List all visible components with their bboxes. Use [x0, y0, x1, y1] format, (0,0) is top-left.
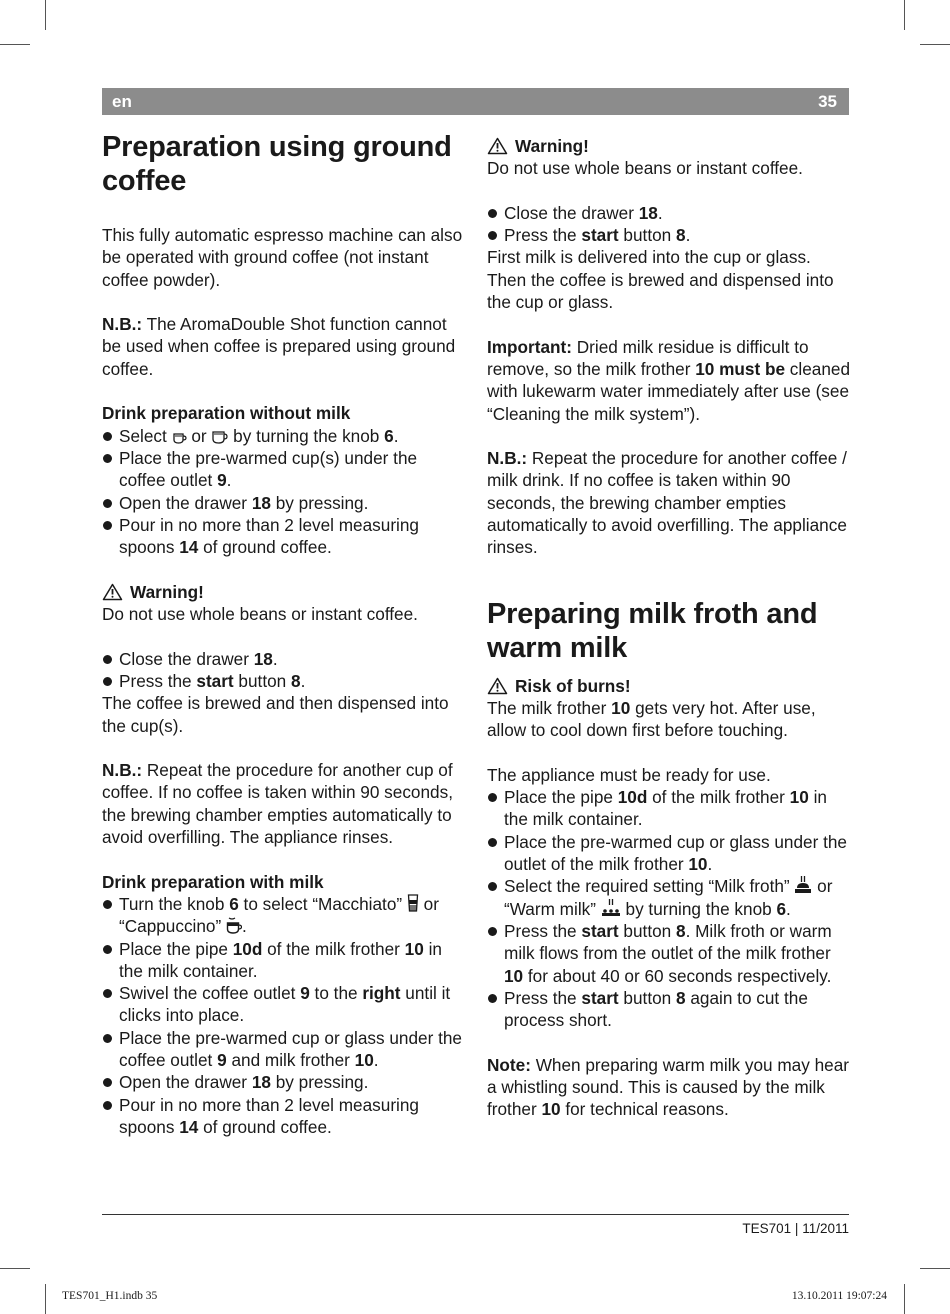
- list-item: Press the start button 8. Milk froth or warm milk flows from the outlet of the milk frother 10 for about 40 or 60 seconds respectively.: [487, 920, 851, 987]
- list-item: Place the pre-warmed cup(s) under the coffee outlet 9.: [102, 447, 464, 492]
- steps-without-milk: [102, 425, 464, 559]
- section-title-ground-coffee: Preparation using ground coffee: [102, 131, 452, 197]
- small-cup-icon: [172, 431, 187, 445]
- list-item: Close the drawer 18.: [487, 202, 851, 224]
- cappuccino-cup-icon: [226, 917, 242, 935]
- milk-first-text: First milk is delivered into the cup or glass. Then the coffee is brewed and dispensed into the cup or glass.: [487, 247, 834, 313]
- intro-paragraph: This fully automatic espresso machine can also be operated with ground coffee (not instant coffee powder).: [102, 225, 463, 290]
- language-label: en: [112, 92, 132, 111]
- crop-mark: [45, 1284, 46, 1314]
- list-item: Select or by turning the knob 6.: [102, 425, 464, 447]
- crop-mark: [0, 1268, 30, 1269]
- list-item: Pour in no more than 2 level measuring spoons 14 of ground coffee.: [102, 514, 464, 559]
- warning-triangle-icon: [102, 583, 123, 601]
- footer-rule: [102, 1214, 849, 1215]
- risk-heading: Risk of burns!: [487, 675, 851, 697]
- important-paragraph: Important: Dried milk residue is difficult to remove, so the milk frother 10 must be cleaned with lukewarm water immediately after use (see “Cleaning the milk system”).: [487, 336, 851, 424]
- crop-mark: [920, 1268, 950, 1269]
- nb-paragraph: N.B.: Repeat the procedure for another coffee / milk drink. If no coffee is taken within 90 seconds, the brewing chamber empties automatically to avoid overfilling. The appliance rinses.: [487, 448, 847, 558]
- ready-text: The appliance must be ready for use.: [487, 764, 771, 785]
- list-item: Pour in no more than 2 level measuring spoons 14 of ground coffee.: [102, 1094, 464, 1139]
- milk-froth-icon: [794, 875, 812, 895]
- list-item: Open the drawer 18 by pressing.: [102, 492, 464, 514]
- nb-paragraph: N.B.: Repeat the procedure for another cup of coffee. If no coffee is taken within 90 seconds, the brewing chamber empties automatically to avoid overfilling. The appliance rinses.: [102, 760, 453, 848]
- list-item: Press the start button 8 again to cut the process short.: [487, 987, 851, 1032]
- list-item: Place the pre-warmed cup or glass under the outlet of the milk frother 10.: [487, 831, 851, 876]
- warning-text: Do not use whole beans or instant coffee.: [102, 604, 418, 625]
- brewed-text: The coffee is brewed and then dispensed into the cup(s).: [102, 693, 449, 736]
- subheading-without-milk: Drink preparation without milk: [102, 403, 351, 424]
- crop-mark: [920, 44, 950, 45]
- list-item: Turn the knob 6 to select “Macchiato” or “Cappuccino” .: [102, 893, 464, 938]
- steps-with-milk: [102, 893, 464, 1138]
- right-column: [487, 128, 851, 1121]
- left-column: [102, 128, 464, 1138]
- crop-mark: [904, 0, 905, 30]
- list-item: Open the drawer 18 by pressing.: [102, 1071, 464, 1093]
- section-title-milk-froth: Preparing milk froth and warm milk: [487, 597, 818, 664]
- warning-triangle-icon: [487, 677, 508, 695]
- list-item: Select the required setting “Milk froth” or “Warm milk” by turning the knob 6.: [487, 875, 851, 920]
- crop-mark: [0, 44, 30, 45]
- large-cup-icon: [211, 430, 228, 445]
- list-item: Place the pre-warmed cup or glass under the coffee outlet 9 and milk frother 10.: [102, 1027, 464, 1072]
- list-item: Swivel the coffee outlet 9 to the right until it clicks into place.: [102, 982, 464, 1027]
- footer-model-ref: TES701 | 11/2011: [742, 1221, 849, 1236]
- warm-milk-icon: [601, 898, 621, 918]
- print-slug-date: 13.10.2011 19:07:24: [791, 1290, 887, 1302]
- crop-mark: [904, 1284, 905, 1314]
- list-item: Press the start button 8.: [102, 670, 464, 692]
- crop-mark: [45, 0, 46, 30]
- risk-text: The milk frother 10 gets very hot. After use, allow to cool down first before touching.: [487, 697, 816, 741]
- list-item: Close the drawer 18.: [102, 648, 464, 670]
- page-header-bar: [102, 88, 849, 115]
- page-number: 35: [818, 92, 837, 111]
- nb-paragraph: N.B.: The AromaDouble Shot function cannot be used when coffee is prepared using ground coffee.: [102, 314, 456, 379]
- steps-milk-froth: [487, 786, 851, 1031]
- macchiato-glass-icon: [407, 893, 419, 913]
- warning-text: Do not use whole beans or instant coffee.: [487, 158, 803, 179]
- warning-triangle-icon: [487, 137, 508, 155]
- print-slug-file: TES701_H1.indb 35: [62, 1290, 158, 1302]
- list-item: Place the pipe 10d of the milk frother 10 in the milk container.: [487, 786, 851, 831]
- list-item: Place the pipe 10d of the milk frother 10 in the milk container.: [102, 938, 464, 983]
- note-paragraph: Note: When preparing warm milk you may hear a whistling sound. This is caused by the milk frother 10 for technical reasons.: [487, 1054, 850, 1120]
- warning-heading: Warning!: [102, 581, 464, 603]
- steps-brew-milk: [487, 202, 851, 247]
- steps-brew: [102, 648, 464, 693]
- list-item: Press the start button 8.: [487, 224, 851, 246]
- subheading-with-milk: Drink preparation with milk: [102, 871, 324, 892]
- warning-heading: Warning!: [487, 135, 851, 157]
